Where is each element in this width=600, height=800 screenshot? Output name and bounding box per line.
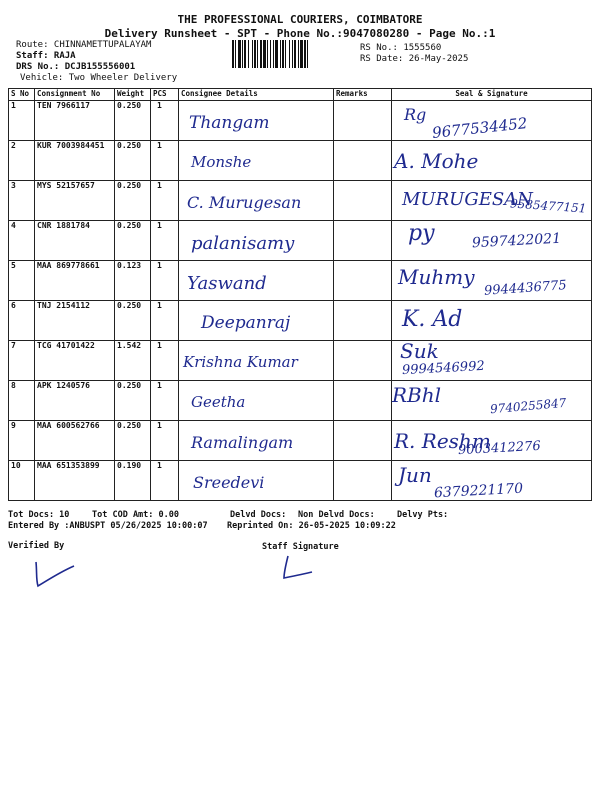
row-signature-cell <box>392 381 592 421</box>
row-consignee-cell <box>179 221 334 261</box>
barcode-bar <box>300 40 303 68</box>
row-consignee-handwriting: Krishna Kumar <box>183 353 298 371</box>
row-consignment-no: MAA 869778661 <box>35 261 115 301</box>
barcode-bar <box>232 40 234 68</box>
row-consignment-no: MAA 651353899 <box>35 461 115 501</box>
row-weight: 1.542 <box>115 341 151 381</box>
row-phone-handwriting: 9597422021 <box>471 230 562 252</box>
col-weight: Weight <box>115 89 151 101</box>
barcode-bar <box>280 40 281 68</box>
barcode-bar <box>267 40 268 68</box>
row-remarks <box>334 341 392 381</box>
row-pcs: 1 <box>151 421 179 461</box>
row-signature-cell <box>392 341 592 381</box>
row-remarks <box>334 261 392 301</box>
row-remarks <box>334 221 392 261</box>
row-signature-cell <box>392 261 592 301</box>
row-consignee-handwriting: Monshe <box>191 153 252 171</box>
row-weight: 0.250 <box>115 301 151 341</box>
row-signature-handwriting: Jun <box>398 463 432 487</box>
row-signature-handwriting: A. Mohe <box>394 149 479 173</box>
table-row <box>9 181 592 221</box>
row-sno: 2 <box>9 141 35 181</box>
barcode-bar <box>257 40 258 68</box>
row-consignee-handwriting: C. Murugesan <box>187 193 302 212</box>
row-consignee-cell <box>179 381 334 421</box>
row-remarks <box>334 461 392 501</box>
row-signature-cell <box>392 141 592 181</box>
row-signature-handwriting: K. Ad <box>402 307 463 332</box>
row-signature-handwriting: Muhmy <box>398 265 475 289</box>
row-signature-handwriting: Rg <box>404 105 427 124</box>
row-signature-handwriting: py <box>408 221 435 246</box>
barcode-bar <box>294 40 296 68</box>
row-weight: 0.250 <box>115 421 151 461</box>
row-signature-handwriting: RBhl <box>392 383 442 407</box>
row-signature-cell <box>392 101 592 141</box>
barcode-bar <box>275 40 278 68</box>
table-row <box>9 381 592 421</box>
table-row <box>9 421 592 461</box>
row-consignee-handwriting: palanisamy <box>191 233 295 254</box>
row-consignment-no: TNJ 2154112 <box>35 301 115 341</box>
row-consignee-handwriting: Thangam <box>189 113 270 133</box>
row-sno: 9 <box>9 421 35 461</box>
row-weight: 0.250 <box>115 101 151 141</box>
row-consignee-cell <box>179 421 334 461</box>
reprinted-on: Reprinted On: 26-05-2025 10:09:22 <box>227 521 396 531</box>
row-remarks <box>334 101 392 141</box>
tot-cod-amt: Tot COD Amt: 0.00 <box>92 510 179 520</box>
table-header-row <box>9 89 592 101</box>
runsheet-table <box>8 88 592 501</box>
rs-number: RS No.: 1555560 <box>360 43 442 53</box>
row-consignee-cell <box>179 261 334 301</box>
barcode-bar <box>304 40 306 68</box>
verified-by-checkmark <box>30 552 80 592</box>
table-row <box>9 261 592 301</box>
barcode-bar <box>282 40 284 68</box>
row-consignment-no: KUR 7003984451 <box>35 141 115 181</box>
row-consignee-cell <box>179 141 334 181</box>
verified-by-label: Verified By <box>8 541 65 551</box>
row-consignee-cell <box>179 101 334 141</box>
row-consignment-no: CNR 1881784 <box>35 221 115 261</box>
row-consignee-cell <box>179 341 334 381</box>
row-signature-cell <box>392 181 592 221</box>
col-sno: S No <box>9 89 35 101</box>
row-remarks <box>334 381 392 421</box>
row-consignee-cell <box>179 301 334 341</box>
row-sno: 7 <box>9 341 35 381</box>
barcode-bar <box>242 40 243 68</box>
staff-signature-label: Staff Signature <box>262 542 339 552</box>
row-pcs: 1 <box>151 141 179 181</box>
row-phone-handwriting: 6379221170 <box>433 480 524 502</box>
row-weight: 0.250 <box>115 181 151 221</box>
col-remarks: Remarks <box>334 89 392 101</box>
table-row <box>9 301 592 341</box>
staff-signature-checkmark <box>278 552 328 586</box>
vehicle-label: Vehicle: Two Wheeler Delivery <box>20 73 178 83</box>
barcode-bar <box>235 40 236 68</box>
row-signature-handwriting: R. Reshm <box>394 429 491 453</box>
table-row <box>9 341 592 381</box>
row-consignment-no: MAA 600562766 <box>35 421 115 461</box>
row-pcs: 1 <box>151 301 179 341</box>
drs-number: DRS No.: DCJB155556001 <box>16 62 136 72</box>
row-weight: 0.250 <box>115 221 151 261</box>
row-consignment-no: APK 1240576 <box>35 381 115 421</box>
row-remarks <box>334 421 392 461</box>
row-signature-cell <box>392 221 592 261</box>
table-row <box>9 221 592 261</box>
row-remarks <box>334 141 392 181</box>
row-sno: 5 <box>9 261 35 301</box>
row-consignee-handwriting: Sreedevi <box>193 473 265 492</box>
barcode-bar <box>238 40 241 68</box>
company-title: THE PROFESSIONAL COURIERS, COIMBATORE <box>177 13 423 26</box>
row-signature-handwriting: Suk <box>400 339 439 363</box>
row-sno: 4 <box>9 221 35 261</box>
row-phone-handwriting: 9585477151 <box>509 196 587 216</box>
col-pcs: PCS <box>151 89 179 101</box>
row-consignee-handwriting: Geetha <box>191 393 246 411</box>
row-weight: 0.190 <box>115 461 151 501</box>
row-consignment-no: MYS 52157657 <box>35 181 115 221</box>
row-sno: 6 <box>9 301 35 341</box>
delvy-pts: Delvy Pts: <box>397 510 449 520</box>
barcode-bar <box>252 40 253 68</box>
col-signature: Seal & Signature <box>392 89 592 101</box>
entered-by: Entered By :ANBUSPT 05/26/2025 10:00:07 <box>8 521 208 531</box>
runsheet-title: Delivery Runsheet - SPT - Phone No.:9047080280 - Page No.:1 <box>104 27 496 40</box>
row-phone-handwriting: 9003412276 <box>457 438 542 459</box>
row-consignee-handwriting: Ramalingam <box>191 433 294 452</box>
row-pcs: 1 <box>151 181 179 221</box>
route-label: Route: CHINNAMETTUPALAYAM <box>16 40 152 50</box>
table-row <box>9 141 592 181</box>
barcode-bar <box>289 40 290 68</box>
row-weight: 0.123 <box>115 261 151 301</box>
row-remarks <box>334 301 392 341</box>
rs-date: RS Date: 26-May-2025 <box>360 54 469 64</box>
row-pcs: 1 <box>151 261 179 301</box>
row-phone-handwriting: 9944436775 <box>483 278 568 299</box>
barcode-image <box>230 40 352 68</box>
row-signature-cell <box>392 421 592 461</box>
barcode-bar <box>298 40 299 68</box>
row-consignment-no: TCG 41701422 <box>35 341 115 381</box>
row-pcs: 1 <box>151 461 179 501</box>
table-row <box>9 101 592 141</box>
row-remarks <box>334 181 392 221</box>
row-sno: 10 <box>9 461 35 501</box>
row-consignee-cell <box>179 461 334 501</box>
staff-label: Staff: RAJA <box>16 51 76 61</box>
row-consignee-cell <box>179 181 334 221</box>
row-consignee-handwriting: Deepanraj <box>201 313 291 333</box>
table-row <box>9 461 592 501</box>
non-delvd-docs: Non Delvd Docs: <box>298 510 375 520</box>
row-pcs: 1 <box>151 381 179 421</box>
col-consignment: Consignment No <box>35 89 115 101</box>
col-consignee: Consignee Details <box>179 89 334 101</box>
row-signature-cell <box>392 461 592 501</box>
row-pcs: 1 <box>151 221 179 261</box>
row-consignment-no: TEN 7966117 <box>35 101 115 141</box>
barcode-bar <box>260 40 262 68</box>
barcode-bar <box>292 40 293 68</box>
row-pcs: 1 <box>151 101 179 141</box>
row-sno: 3 <box>9 181 35 221</box>
row-signature-cell <box>392 301 592 341</box>
row-phone-handwriting: 9740255847 <box>489 395 567 417</box>
barcode-bar <box>285 40 286 68</box>
barcode-bar <box>273 40 274 68</box>
barcode-bar <box>254 40 256 68</box>
row-sno: 1 <box>9 101 35 141</box>
barcode-bar <box>263 40 266 68</box>
barcode-bar <box>248 40 249 68</box>
row-sno: 8 <box>9 381 35 421</box>
barcode-bar <box>270 40 271 68</box>
row-weight: 0.250 <box>115 141 151 181</box>
row-phone-handwriting: 9677534452 <box>431 114 529 142</box>
tot-docs: Tot Docs: 10 <box>8 510 70 520</box>
row-consignee-handwriting: Yaswand <box>187 273 267 294</box>
row-pcs: 1 <box>151 341 179 381</box>
barcode-bar <box>244 40 246 68</box>
row-signature-handwriting: MURUGESAN <box>402 189 533 210</box>
row-weight: 0.250 <box>115 381 151 421</box>
row-phone-handwriting: 9994546992 <box>401 358 486 379</box>
barcode-bar <box>307 40 308 68</box>
delvd-docs: Delvd Docs: <box>230 510 287 520</box>
